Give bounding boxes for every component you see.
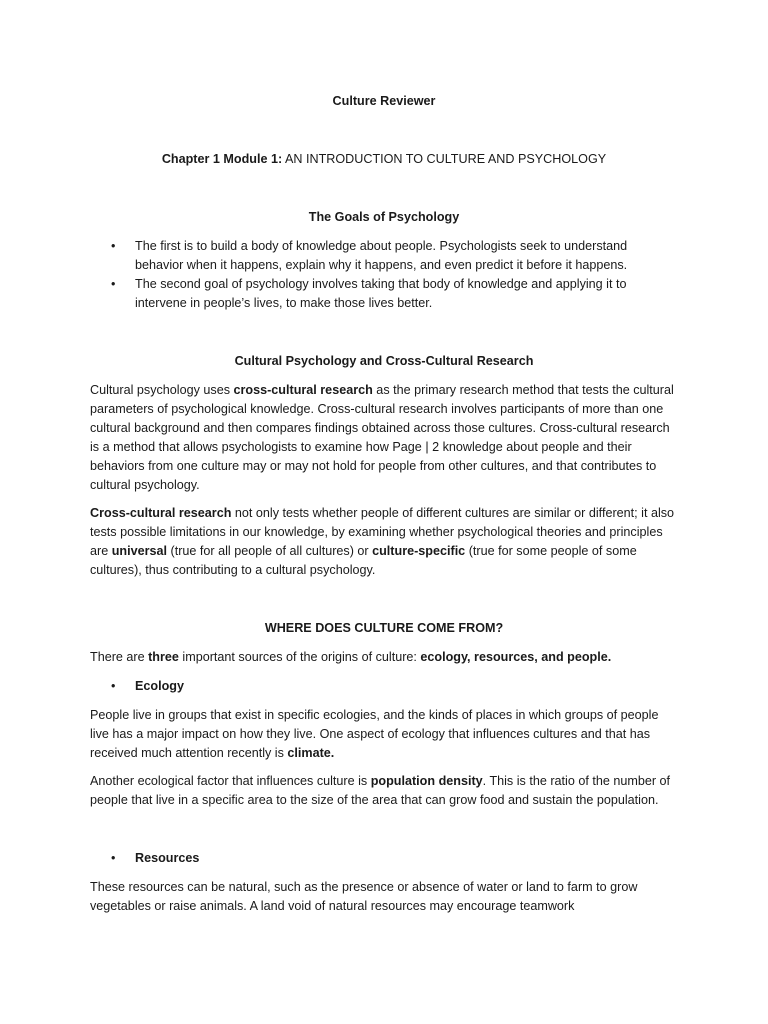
text-run: (true for all people of all cultures) or <box>167 544 373 558</box>
origins-heading: WHERE DOES CULTURE COME FROM? <box>264 621 504 635</box>
cultural-p1-line4: is a method that allows psychologists to examine how Page | 2 knowledge about people and their <box>90 440 632 454</box>
ecology-p2-line1 <box>90 772 670 791</box>
bullet-dot: • <box>111 851 116 865</box>
goals-bullet1-line1: The first is to build a body of knowledge about people. Psychologists seek to understand <box>135 239 628 253</box>
resources-p1-line2: vegetables or raise animals. A land void of natural resources may encourage teamwork <box>90 899 575 913</box>
ecology-p1-line3 <box>90 744 334 763</box>
cultural-p1-line6: cultural psychology. <box>90 478 200 492</box>
cultural-p2-line4: cultures), thus contributing to a cultural psychology. <box>90 563 376 577</box>
cultural-p1-line2: parameters of psychological knowledge. Cross-cultural research involves participants of more than one <box>90 402 664 416</box>
document-title: Culture Reviewer <box>332 94 436 108</box>
origins-intro <box>90 648 611 667</box>
text-run: are <box>90 544 112 558</box>
chapter-heading <box>0 150 768 169</box>
ecology-p1-line1: People live in groups that exist in specific ecologies, and the kinds of places in which groups of people <box>90 708 659 722</box>
text-run: important sources of the origins of culture: <box>178 650 421 664</box>
text-run: Another ecological factor that influences culture is <box>90 774 371 788</box>
goals-bullet2-line2: intervene in people’s lives, to make those lives better. <box>135 296 433 310</box>
resources-label: Resources <box>135 851 200 865</box>
cultural-p1-line5: behaviors from one culture may or may not hold for people from other cultures, and that contributes to <box>90 459 657 473</box>
cultural-p2-line2: tests possible limitations in our knowledge, by examining whether psychological theories and principles <box>90 525 663 539</box>
goals-bullet2-line1: The second goal of psychology involves taking that body of knowledge and applying it to <box>135 277 627 291</box>
text-run-bold: culture-specific <box>372 544 466 558</box>
text-run: There are <box>90 650 149 664</box>
cultural-p1-line3: cultural background and then compares findings obtained across those cultures. Cross-cultural research <box>90 421 670 435</box>
text-run-bold: climate. <box>287 746 335 760</box>
text-run: received much attention recently is <box>90 746 288 760</box>
text-run-bold: ecology, resources, and people. <box>420 650 612 664</box>
cultural-p2-line3 <box>90 542 637 561</box>
text-run: Cultural psychology uses <box>90 383 234 397</box>
bullet-dot: • <box>111 277 116 291</box>
text-run: not only tests whether people of different cultures are similar or different; it also <box>231 506 675 520</box>
ecology-p2-line2: people that live in a specific area to the size of the area that can grow food and sustain the population. <box>90 793 659 807</box>
text-run: . This is the ratio of the number of <box>482 774 671 788</box>
bullet-dot: • <box>111 239 116 253</box>
text-run-bold: Cross-cultural research <box>90 506 232 520</box>
chapter-text: AN INTRODUCTION TO CULTURE AND PSYCHOLOGY <box>284 152 607 166</box>
text-run-bold: universal <box>111 544 168 558</box>
bullet-dot: • <box>111 679 116 693</box>
goals-bullet1-line2: behavior when it happens, explain why it happens, and even predict it before it happens. <box>135 258 628 272</box>
resources-p1-line1: These resources can be natural, such as the presence or absence of water or land to farm to grow <box>90 880 638 894</box>
text-run-bold: cross-cultural research <box>233 383 373 397</box>
text-run-bold: three <box>148 650 179 664</box>
text-run: (true for some people of some <box>465 544 637 558</box>
text-run-bold: population density <box>370 774 483 788</box>
ecology-p1-line2: live has a major impact on how they live. One aspect of ecology that influences cultures and that has <box>90 727 651 741</box>
text-run: as the primary research method that tests the cultural <box>372 383 674 397</box>
goals-heading: The Goals of Psychology <box>308 210 460 224</box>
cultural-heading: Cultural Psychology and Cross-Cultural Research <box>234 354 534 368</box>
ecology-label: Ecology <box>135 679 184 693</box>
cultural-p2-line1 <box>90 504 674 523</box>
chapter-label: Chapter 1 Module 1: <box>161 152 283 166</box>
cultural-p1-line1 <box>90 381 674 400</box>
